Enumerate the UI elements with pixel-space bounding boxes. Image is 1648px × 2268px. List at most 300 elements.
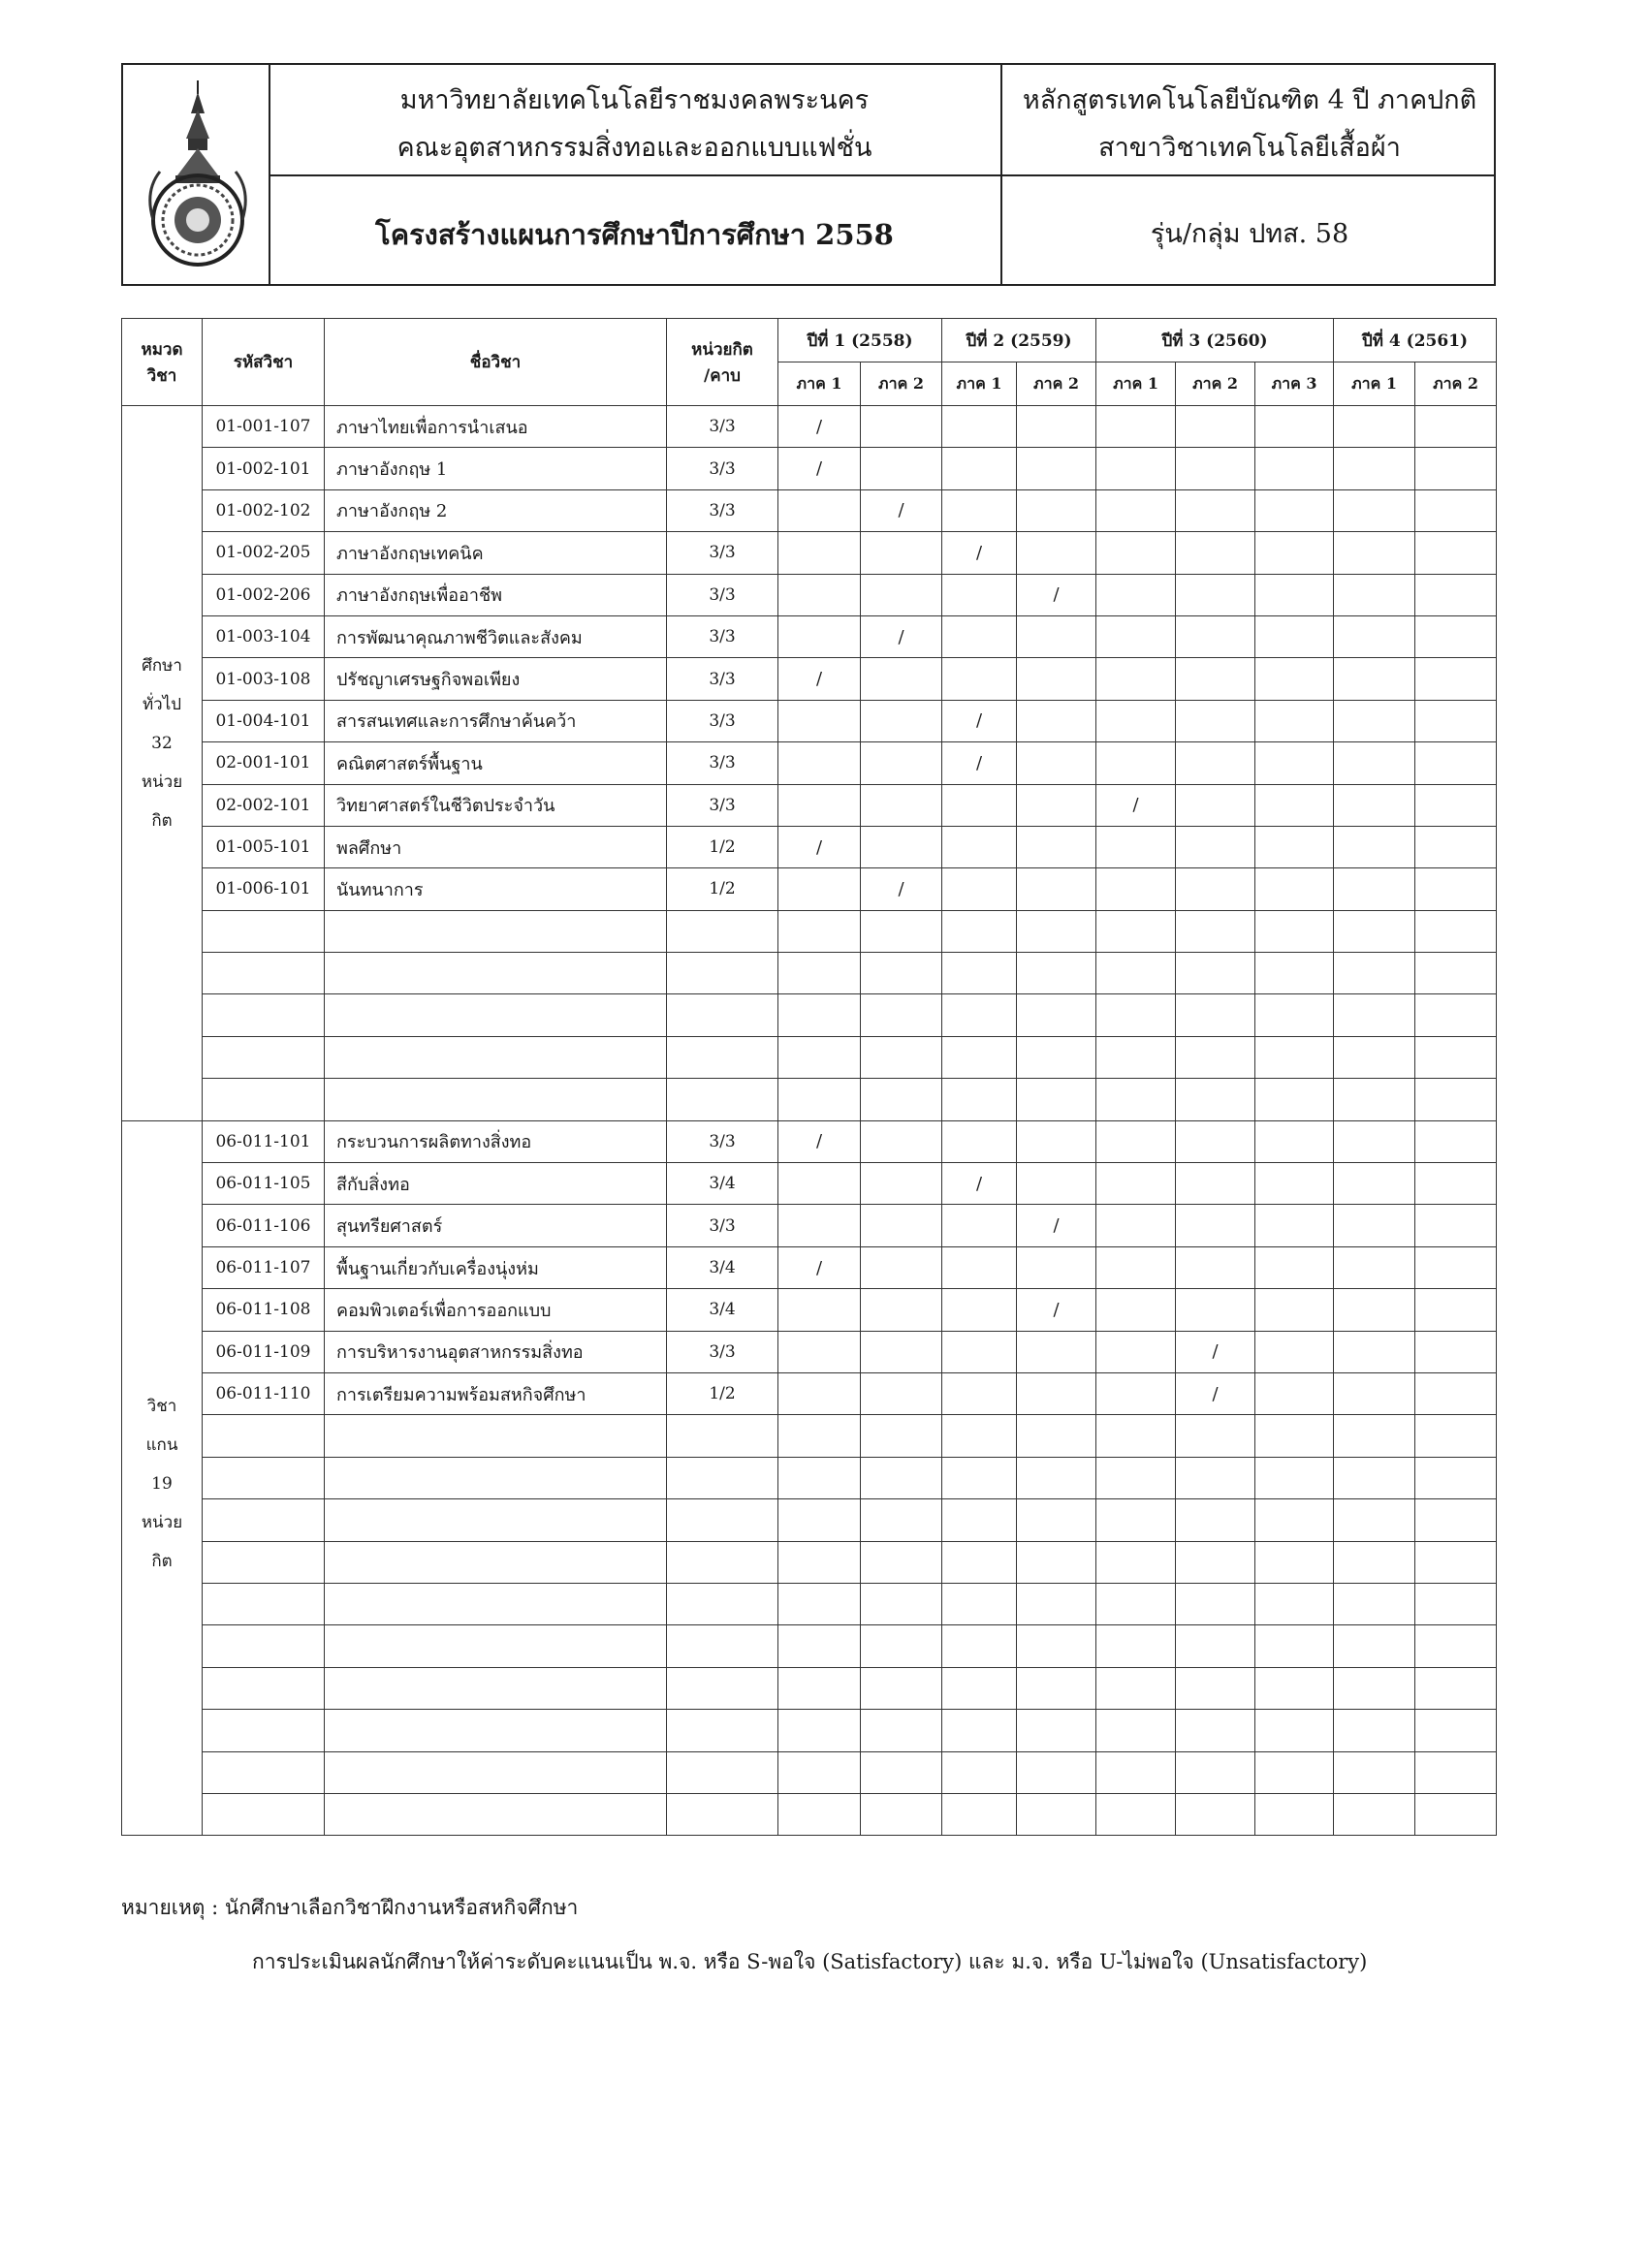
- term-cell: [1176, 1541, 1255, 1583]
- course-credit: [667, 1667, 778, 1709]
- course-code: [203, 1499, 325, 1541]
- university-name: มหาวิทยาลัยเทคโนโลยีราชมงคลพระนคร: [399, 85, 870, 115]
- course-name: [325, 1036, 667, 1078]
- term-cell: [1096, 1583, 1176, 1624]
- term-cell: [1176, 1120, 1255, 1162]
- term-cell: [1255, 953, 1334, 994]
- course-name: กระบวนการผลิตทางสิ่งทอ: [325, 1120, 667, 1162]
- term-cell: [1415, 1079, 1497, 1120]
- term-cell: [778, 910, 861, 952]
- term-cell: [1334, 615, 1415, 657]
- term-cell: [1017, 1541, 1096, 1583]
- course-code: [203, 994, 325, 1036]
- term-cell: [778, 532, 861, 574]
- term-cell: [1176, 489, 1255, 531]
- term-cell: [1096, 700, 1176, 741]
- course-name: พลศึกษา: [325, 826, 667, 867]
- term-cell: [1096, 1541, 1176, 1583]
- term-cell: [861, 1331, 942, 1372]
- category-label-line: หน่วย: [141, 1512, 183, 1532]
- category-label-line: 32: [151, 734, 173, 753]
- term-cell: [1415, 658, 1497, 700]
- term-cell: [1096, 1457, 1176, 1498]
- term-cell: [1176, 1163, 1255, 1205]
- course-credit: 3/4: [667, 1289, 778, 1331]
- term-cell: [1415, 1625, 1497, 1667]
- blank-row: [122, 1036, 1497, 1078]
- header-year-2: ปีที่ 2 (2559): [942, 319, 1096, 362]
- term-cell: [861, 1751, 942, 1793]
- term-cell: [1334, 1163, 1415, 1205]
- university-seal-icon: [141, 75, 255, 276]
- term-cell: [1096, 658, 1176, 700]
- course-name: [325, 1710, 667, 1751]
- course-code: 01-003-108: [203, 658, 325, 700]
- term-cell: [1415, 1751, 1497, 1793]
- header-category-line2: วิชา: [146, 365, 177, 386]
- header-term: ภาค 1: [778, 362, 861, 406]
- blank-row: [122, 1625, 1497, 1667]
- course-code: [203, 1751, 325, 1793]
- term-cell: [1255, 448, 1334, 489]
- term-cell: [1415, 1372, 1497, 1414]
- term-cell: [1255, 1415, 1334, 1457]
- term-cell: [1096, 1415, 1176, 1457]
- major-name: สาขาวิชาเทคโนโลยีเสื้อผ้า: [1098, 133, 1401, 163]
- term-cell: [861, 1583, 942, 1624]
- course-code: [203, 1625, 325, 1667]
- course-code: 01-003-104: [203, 615, 325, 657]
- term-cell: [778, 1163, 861, 1205]
- term-cell: [778, 742, 861, 784]
- course-row: [122, 700, 1497, 741]
- term-cell: [1334, 1793, 1415, 1835]
- term-cell: [1415, 1499, 1497, 1541]
- term-cell: [1255, 615, 1334, 657]
- term-cell: [1415, 1163, 1497, 1205]
- term-cell: [861, 574, 942, 615]
- course-code: [203, 1667, 325, 1709]
- course-code: 06-011-110: [203, 1372, 325, 1414]
- course-name: ภาษาอังกฤษเทคนิค: [325, 532, 667, 574]
- course-credit: 1/2: [667, 868, 778, 910]
- term-cell: [1176, 1710, 1255, 1751]
- term-cell: [942, 953, 1017, 994]
- course-credit: 3/3: [667, 489, 778, 531]
- term-cell: [861, 1499, 942, 1541]
- term-cell: [1334, 826, 1415, 867]
- term-cell: [778, 1331, 861, 1372]
- term-cell: [1017, 1163, 1096, 1205]
- term-cell: [1096, 1667, 1176, 1709]
- term-cell: [1176, 784, 1255, 826]
- term-cell: [861, 532, 942, 574]
- term-cell: [1017, 826, 1096, 867]
- header-term: ภาค 1: [942, 362, 1017, 406]
- course-row: [122, 742, 1497, 784]
- course-credit: 3/4: [667, 1163, 778, 1205]
- term-cell: [861, 826, 942, 867]
- course-name: คอมพิวเตอร์เพื่อการออกแบบ: [325, 1289, 667, 1331]
- term-cell: [1255, 1163, 1334, 1205]
- term-cell: [861, 1289, 942, 1331]
- course-row: [122, 1163, 1497, 1205]
- course-credit: [667, 1583, 778, 1624]
- term-cell: [1096, 868, 1176, 910]
- term-cell: [778, 994, 861, 1036]
- term-cell: [861, 1457, 942, 1498]
- course-code: 06-011-107: [203, 1246, 325, 1288]
- course-credit: [667, 1751, 778, 1793]
- term-cell: [1415, 953, 1497, 994]
- term-cell: [1255, 1710, 1334, 1751]
- course-code: [203, 910, 325, 952]
- term-cell: [1096, 489, 1176, 531]
- term-cell: [861, 1205, 942, 1246]
- term-cell: [942, 868, 1017, 910]
- term-cell: [1096, 1710, 1176, 1751]
- term-cell: [861, 1079, 942, 1120]
- note-line-1: หมายเหตุ : นักศึกษาเลือกวิชาฝึกงานหรือสหกิจศึกษา: [121, 1896, 579, 1919]
- term-cell: [1255, 1120, 1334, 1162]
- term-cell: [1255, 1372, 1334, 1414]
- term-cell: [1176, 532, 1255, 574]
- course-credit: 3/3: [667, 406, 778, 448]
- blank-row: [122, 1499, 1497, 1541]
- course-credit: [667, 910, 778, 952]
- term-cell: [1017, 700, 1096, 741]
- course-credit: 3/3: [667, 615, 778, 657]
- course-name: ปรัชญาเศรษฐกิจพอเพียง: [325, 658, 667, 700]
- header-credit: [667, 319, 778, 406]
- course-code: 06-011-101: [203, 1120, 325, 1162]
- term-mark: /: [778, 826, 861, 867]
- term-cell: [1334, 658, 1415, 700]
- term-cell: [1176, 1793, 1255, 1835]
- term-cell: [1096, 1289, 1176, 1331]
- term-cell: [1415, 489, 1497, 531]
- course-credit: 3/3: [667, 1120, 778, 1162]
- term-cell: [1415, 1667, 1497, 1709]
- term-cell: [1176, 1667, 1255, 1709]
- term-cell: [1176, 994, 1255, 1036]
- term-mark: /: [861, 615, 942, 657]
- header-category-line1: หมวด: [141, 339, 183, 360]
- term-mark: /: [1017, 1289, 1096, 1331]
- course-credit: [667, 1036, 778, 1078]
- term-cell: [1096, 1499, 1176, 1541]
- term-cell: [1415, 574, 1497, 615]
- category-label-line: ทั่วไป: [142, 695, 182, 714]
- term-cell: [1096, 1793, 1176, 1835]
- term-cell: [942, 1372, 1017, 1414]
- document-header: [121, 63, 1496, 286]
- term-cell: [1334, 1625, 1415, 1667]
- term-cell: [1017, 1120, 1096, 1162]
- course-name: พื้นฐานเกี่ยวกับเครื่องนุ่งห่ม: [325, 1246, 667, 1288]
- term-cell: [778, 953, 861, 994]
- term-cell: [861, 994, 942, 1036]
- term-cell: [1255, 658, 1334, 700]
- term-cell: [778, 1541, 861, 1583]
- term-cell: [1176, 1079, 1255, 1120]
- term-cell: [1255, 1205, 1334, 1246]
- term-cell: [1096, 1163, 1176, 1205]
- course-name: [325, 1457, 667, 1498]
- term-cell: [1334, 1372, 1415, 1414]
- term-cell: [1255, 700, 1334, 741]
- term-cell: [1255, 784, 1334, 826]
- term-mark: /: [1096, 784, 1176, 826]
- term-mark: /: [778, 448, 861, 489]
- blank-row: [122, 994, 1497, 1036]
- term-cell: [1096, 1372, 1176, 1414]
- term-cell: [1415, 1793, 1497, 1835]
- term-mark: /: [778, 1120, 861, 1162]
- term-cell: [1415, 700, 1497, 741]
- term-cell: [1017, 1625, 1096, 1667]
- course-row: [122, 1205, 1497, 1246]
- term-cell: [942, 1036, 1017, 1078]
- course-code: 02-001-101: [203, 742, 325, 784]
- blank-row: [122, 1793, 1497, 1835]
- term-cell: [1415, 868, 1497, 910]
- term-cell: [1017, 1710, 1096, 1751]
- term-cell: [1415, 532, 1497, 574]
- term-cell: [861, 910, 942, 952]
- term-cell: [778, 1289, 861, 1331]
- term-cell: [1176, 826, 1255, 867]
- term-cell: [861, 1415, 942, 1457]
- term-cell: [1255, 1289, 1334, 1331]
- header-term: ภาค 2: [1176, 362, 1255, 406]
- term-cell: [942, 784, 1017, 826]
- course-code: 02-002-101: [203, 784, 325, 826]
- term-mark: /: [1017, 1205, 1096, 1246]
- header-term: ภาค 2: [1415, 362, 1497, 406]
- header-term: ภาค 2: [1017, 362, 1096, 406]
- term-cell: [1096, 1625, 1176, 1667]
- course-name: [325, 1583, 667, 1624]
- term-cell: [942, 1205, 1017, 1246]
- faculty-name: คณะอุตสาหกรรมสิ่งทอและออกแบบแฟชั่น: [396, 133, 872, 163]
- term-cell: [778, 1036, 861, 1078]
- term-cell: [1415, 1457, 1497, 1498]
- term-cell: [1255, 574, 1334, 615]
- blank-row: [122, 1583, 1497, 1624]
- term-cell: [861, 1625, 942, 1667]
- term-mark: /: [1017, 574, 1096, 615]
- course-name: สุนทรียศาสตร์: [325, 1205, 667, 1246]
- course-name: [325, 1415, 667, 1457]
- term-cell: [1334, 1289, 1415, 1331]
- course-code: [203, 1710, 325, 1751]
- term-cell: [1096, 1079, 1176, 1120]
- term-cell: [1255, 1625, 1334, 1667]
- term-cell: [1415, 1246, 1497, 1288]
- course-code: 01-006-101: [203, 868, 325, 910]
- blank-row: [122, 1079, 1497, 1120]
- term-cell: [1176, 406, 1255, 448]
- term-cell: [1415, 1583, 1497, 1624]
- course-code: [203, 1457, 325, 1498]
- term-cell: [1255, 1457, 1334, 1498]
- course-code: [203, 1415, 325, 1457]
- course-credit: 1/2: [667, 826, 778, 867]
- course-code: 01-002-101: [203, 448, 325, 489]
- term-cell: [1255, 1036, 1334, 1078]
- course-code: 01-002-205: [203, 532, 325, 574]
- term-cell: [1255, 742, 1334, 784]
- term-cell: [1096, 1246, 1176, 1288]
- term-cell: [942, 406, 1017, 448]
- term-cell: [1176, 1246, 1255, 1288]
- term-cell: [861, 406, 942, 448]
- course-code: 06-011-108: [203, 1289, 325, 1331]
- term-cell: [1176, 1583, 1255, 1624]
- term-cell: [1096, 532, 1176, 574]
- term-cell: [1255, 1499, 1334, 1541]
- category-label-line: แกน: [145, 1434, 178, 1455]
- course-credit: [667, 1457, 778, 1498]
- term-cell: [1415, 1120, 1497, 1162]
- course-credit: 3/3: [667, 448, 778, 489]
- term-cell: [778, 1667, 861, 1709]
- term-cell: [1096, 1751, 1176, 1793]
- term-mark: /: [778, 658, 861, 700]
- term-cell: [1255, 532, 1334, 574]
- course-code: 06-011-105: [203, 1163, 325, 1205]
- term-cell: [1017, 1331, 1096, 1372]
- term-cell: [1096, 953, 1176, 994]
- term-cell: [942, 1079, 1017, 1120]
- term-cell: [1096, 1036, 1176, 1078]
- term-cell: [1176, 1751, 1255, 1793]
- course-name: วิทยาศาสตร์ในชีวิตประจำวัน: [325, 784, 667, 826]
- term-cell: [1255, 868, 1334, 910]
- term-cell: [1334, 448, 1415, 489]
- term-cell: [1096, 574, 1176, 615]
- term-cell: [1096, 448, 1176, 489]
- course-credit: 3/3: [667, 574, 778, 615]
- term-mark: /: [942, 1163, 1017, 1205]
- term-cell: [1334, 1541, 1415, 1583]
- term-cell: [1255, 489, 1334, 531]
- course-name: ภาษาอังกฤษเพื่ออาชีพ: [325, 574, 667, 615]
- course-credit: [667, 1415, 778, 1457]
- course-name: นันทนาการ: [325, 868, 667, 910]
- term-cell: [1334, 574, 1415, 615]
- term-cell: [1334, 1079, 1415, 1120]
- term-cell: [1255, 994, 1334, 1036]
- term-cell: [1334, 700, 1415, 741]
- blank-row: [122, 1457, 1497, 1498]
- term-cell: [1334, 1120, 1415, 1162]
- course-code: 06-011-109: [203, 1331, 325, 1372]
- course-name: การพัฒนาคุณภาพชีวิตและสังคม: [325, 615, 667, 657]
- term-cell: [861, 1036, 942, 1078]
- course-code: [203, 1541, 325, 1583]
- term-cell: [1415, 1541, 1497, 1583]
- term-cell: [861, 448, 942, 489]
- term-cell: [861, 742, 942, 784]
- term-cell: [1096, 1120, 1176, 1162]
- course-name: การบริหารงานอุตสาหกรรมสิ่งทอ: [325, 1331, 667, 1372]
- term-cell: [1415, 448, 1497, 489]
- course-name: การเตรียมความพร้อมสหกิจศึกษา: [325, 1372, 667, 1414]
- term-cell: [1017, 1793, 1096, 1835]
- term-cell: [861, 1372, 942, 1414]
- term-cell: [1334, 784, 1415, 826]
- term-cell: [861, 658, 942, 700]
- category-label: [122, 406, 203, 1121]
- course-name: [325, 1079, 667, 1120]
- term-cell: [1017, 615, 1096, 657]
- header-year-1: ปีที่ 1 (2558): [778, 319, 942, 362]
- term-cell: [1176, 1415, 1255, 1457]
- term-cell: [861, 1541, 942, 1583]
- course-row: [122, 1372, 1497, 1414]
- term-cell: [1176, 658, 1255, 700]
- course-code: 01-002-102: [203, 489, 325, 531]
- term-cell: [942, 910, 1017, 952]
- term-cell: [1017, 910, 1096, 952]
- term-cell: [1334, 742, 1415, 784]
- term-cell: [1255, 1751, 1334, 1793]
- course-row: [122, 1289, 1497, 1331]
- term-cell: [778, 615, 861, 657]
- course-credit: [667, 1710, 778, 1751]
- term-cell: [1334, 1036, 1415, 1078]
- course-code: 01-005-101: [203, 826, 325, 867]
- term-cell: [942, 1667, 1017, 1709]
- term-cell: [1096, 910, 1176, 952]
- term-cell: [1415, 784, 1497, 826]
- term-cell: [778, 1457, 861, 1498]
- term-cell: [1017, 1499, 1096, 1541]
- term-cell: [861, 1120, 942, 1162]
- term-cell: [861, 1667, 942, 1709]
- course-row: [122, 784, 1497, 826]
- course-row: [122, 1120, 1497, 1162]
- term-cell: [1334, 1246, 1415, 1288]
- course-row: [122, 868, 1497, 910]
- header-term: ภาค 3: [1255, 362, 1334, 406]
- term-cell: [778, 1499, 861, 1541]
- term-cell: [1334, 1751, 1415, 1793]
- term-cell: [1415, 742, 1497, 784]
- term-cell: [942, 615, 1017, 657]
- term-mark: /: [942, 700, 1017, 741]
- term-cell: [861, 700, 942, 741]
- course-credit: [667, 1793, 778, 1835]
- term-cell: [778, 574, 861, 615]
- term-cell: [1017, 658, 1096, 700]
- term-cell: [1176, 1625, 1255, 1667]
- note-line-2: การประเมินผลนักศึกษาให้ค่าระดับคะแนนเป็น พ.จ. หรือ S-พอใจ (Satisfactory) และ ม.จ. หรือ U-ไม่พอใจ (Unsatisfactory): [252, 1950, 1368, 1973]
- term-cell: [1415, 1289, 1497, 1331]
- term-cell: [1334, 1331, 1415, 1372]
- term-cell: [1334, 953, 1415, 994]
- term-cell: [1017, 1246, 1096, 1288]
- term-cell: [1176, 615, 1255, 657]
- blank-row: [122, 1710, 1497, 1751]
- term-cell: [942, 1499, 1017, 1541]
- course-credit: 3/3: [667, 700, 778, 741]
- blank-row: [122, 953, 1497, 994]
- course-row: [122, 532, 1497, 574]
- course-credit: 3/3: [667, 1331, 778, 1372]
